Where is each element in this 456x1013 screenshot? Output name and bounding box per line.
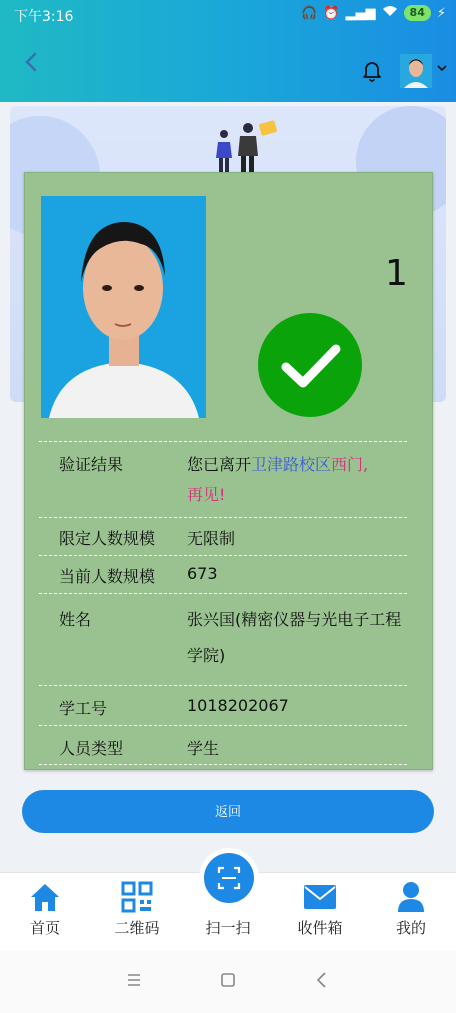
tab-qrcode[interactable] xyxy=(102,873,172,951)
tab-home[interactable] xyxy=(10,873,80,951)
info-key: 限定人数规模 xyxy=(59,529,156,548)
mail-icon xyxy=(303,881,337,913)
info-key: 验证结果 xyxy=(59,455,124,474)
avatar[interactable] xyxy=(400,54,432,88)
tab-inbox[interactable] xyxy=(285,873,355,951)
app-header xyxy=(0,0,456,102)
tab-label: 收件箱 xyxy=(297,919,343,937)
info-row-id xyxy=(39,685,407,725)
system-nav-bar xyxy=(0,950,456,1013)
info-value xyxy=(187,450,407,517)
people-illustration-icon xyxy=(196,114,286,176)
chevron-down-icon[interactable] xyxy=(436,62,448,74)
info-value: 673 xyxy=(187,564,218,583)
tab-label: 我的 xyxy=(395,919,426,937)
back-arrow-icon[interactable] xyxy=(18,48,46,76)
scan-icon xyxy=(204,853,254,903)
info-value: 学生 xyxy=(187,739,220,758)
alarm-icon: ⏰ xyxy=(323,5,340,21)
id-photo xyxy=(41,196,206,418)
tab-label: 二维码 xyxy=(114,919,160,937)
user-icon xyxy=(394,881,428,913)
info-key: 当前人数规模 xyxy=(59,567,156,586)
campus-name: 卫津路校区 xyxy=(251,455,332,474)
info-key: 人员类型 xyxy=(59,739,124,758)
home-icon xyxy=(28,881,62,913)
charging-icon: ⚡ xyxy=(436,5,446,21)
tab-label: 首页 xyxy=(29,919,60,937)
scan-button[interactable] xyxy=(199,848,259,908)
menu-icon[interactable] xyxy=(122,968,146,992)
scan-button-inner xyxy=(204,853,254,903)
info-value: 无限制 xyxy=(187,529,236,548)
tab-me[interactable] xyxy=(376,873,446,951)
status-bar xyxy=(0,0,456,30)
gate-name: 西门, xyxy=(331,455,369,474)
pass-count: 1 xyxy=(385,253,408,294)
info-table xyxy=(39,441,407,765)
info-row-current xyxy=(39,555,407,593)
bell-icon[interactable] xyxy=(360,58,384,82)
checkmark-icon xyxy=(258,313,362,417)
return-button[interactable]: 返回 xyxy=(22,790,434,833)
info-key: 学工号 xyxy=(59,699,108,718)
status-time: 下午3:16 xyxy=(14,9,74,25)
battery-indicator: 84 xyxy=(404,5,431,21)
signal-icon: ▂▄▆ xyxy=(345,5,376,21)
status-icons xyxy=(301,5,446,21)
verification-card xyxy=(24,172,433,770)
farewell-text: 再见! xyxy=(187,485,226,504)
tab-label: 扫一扫 xyxy=(205,919,251,937)
home-square-icon[interactable] xyxy=(216,968,240,992)
qrcode-icon xyxy=(120,881,154,913)
headphones-icon: 🎧 xyxy=(301,5,318,21)
info-value: 1018202067 xyxy=(187,696,289,715)
info-row-result xyxy=(39,441,407,517)
info-row-limit xyxy=(39,517,407,555)
info-value: 张兴国(精密仪器与光电子工程学院) xyxy=(187,610,402,665)
info-row-type xyxy=(39,725,407,765)
info-key: 姓名 xyxy=(59,610,92,629)
wifi-icon xyxy=(382,5,398,21)
back-icon[interactable] xyxy=(310,968,334,992)
info-row-name xyxy=(39,593,407,685)
result-text: 您已离开 xyxy=(187,455,252,474)
